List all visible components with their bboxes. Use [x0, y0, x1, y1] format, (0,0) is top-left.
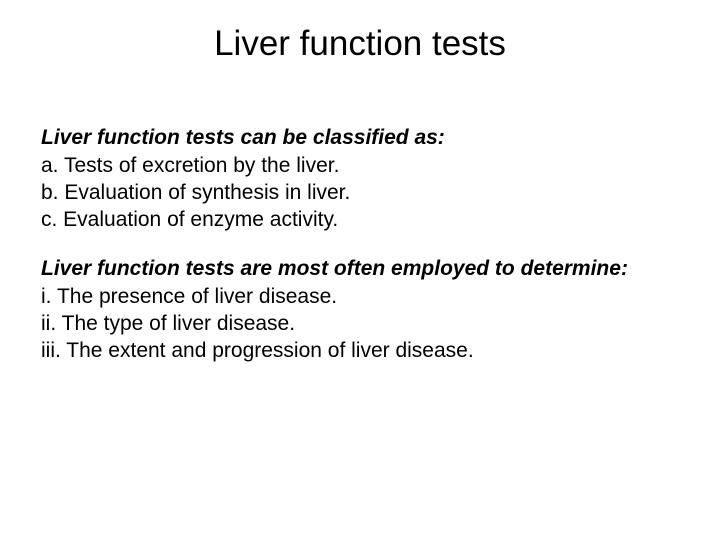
list-item: c. Evaluation of enzyme activity. — [41, 208, 339, 231]
section-heading: Liver function tests can be classified as: — [41, 126, 445, 149]
slide-title: Liver function tests — [214, 24, 506, 63]
list-item: i. The presence of liver disease. — [41, 285, 338, 308]
slide-body — [41, 128, 681, 364]
list-item: b. Evaluation of synthesis in liver. — [41, 181, 351, 204]
section-heading: Liver function tests are most often employed to determine: — [41, 257, 628, 280]
classification-section — [41, 128, 681, 233]
list-item: a. Tests of excretion by the liver. — [41, 154, 340, 177]
list-item: iii. The extent and progression of liver disease. — [41, 339, 474, 362]
list-item: ii. The type of liver disease. — [41, 312, 296, 335]
purpose-section — [41, 259, 681, 364]
